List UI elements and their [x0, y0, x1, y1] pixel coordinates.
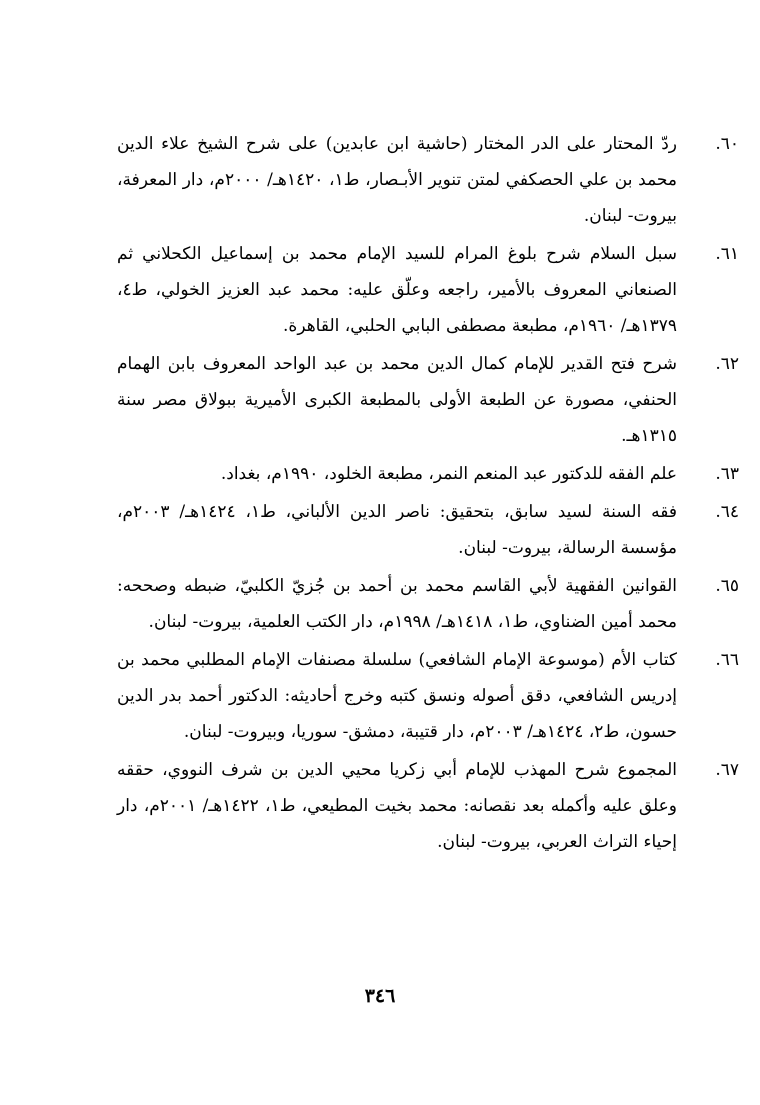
- reference-number: ٦٦.: [715, 650, 739, 670]
- reference-text: علم الفقه للدكتور عبد المنعم النمر، مطبعة الخلود، ١٩٩٠م، بغداد.: [220, 464, 677, 484]
- reference-item: [117, 126, 739, 234]
- reference-number: ٦٥.: [715, 576, 739, 596]
- reference-list: [117, 126, 739, 862]
- reference-number: ٦٤.: [715, 502, 739, 522]
- reference-text: القوانين الفقهية لأبي القاسم محمد بن أحمد بن جُزيّ الكلبيّ، ضبطه وصححه: محمد أمين الضناوي، ط١، ١٤١٨هـ/ ١٩٩٨م، دار الكتب العلمية، بيروت- لبنان.: [117, 576, 677, 632]
- reference-item: [117, 346, 739, 454]
- reference-item: [117, 752, 739, 860]
- reference-item: [117, 236, 739, 344]
- reference-number: ٦٠.: [715, 134, 739, 154]
- reference-item: [117, 494, 739, 566]
- page-number: ٣٤٦: [364, 985, 396, 1007]
- reference-text: شرح فتح القدير للإمام كمال الدين محمد بن عبد الواحد المعروف بابن الهمام الحنفي، مصورة عن الطبعة الأولى بالمطبعة الكبرى الأميرية ببولاق مصر سنة ١٣١٥هـ.: [117, 354, 677, 446]
- reference-text: كتاب الأم (موسوعة الإمام الشافعي) سلسلة مصنفات الإمام المطلبي محمد بن إدريس الشافعي، دقق أصوله ونسق كتبه وخرج أحاديثه: الدكتور أحمد بدر الدين حسون، ط٢، ١٤٢٤هـ/ ٢٠٠٣م، دار قتيبة، دمشق- سوريا، وبيروت- لبنان.: [117, 650, 677, 742]
- reference-text: سبل السلام شرح بلوغ المرام للسيد الإمام محمد بن إسماعيل الكحلاني ثم الصنعاني المعروف بالأمير، راجعه وعلّق عليه: محمد عبد العزيز الخولي، ط٤، ١٣٧٩هـ/ ١٩٦٠م، مطبعة مصطفى البابي الحلبي، القاهرة.: [117, 244, 677, 336]
- reference-item: [117, 456, 739, 492]
- reference-number: ٦٢.: [715, 354, 739, 374]
- reference-number: ٦١.: [715, 244, 739, 264]
- reference-text: ردّ المحتار على الدر المختار (حاشية ابن عابدين) على شرح الشيخ علاء الدين محمد بن علي الحصكفي لمتن تنوير الأبـصار، ط١، ١٤٢٠هـ/ ٢٠٠٠م، دار المعرفة، بيروت- لبنان.: [117, 134, 677, 226]
- reference-text: المجموع شرح المهذب للإمام أبي زكريا محيي الدين بن شرف النووي، حققه وعلق عليه وأكمله بعد نقصانه: محمد بخيت المطيعي، ط١، ١٤٢٢هـ/ ٢٠٠١م، دار إحياء التراث العربي، بيروت- لبنان.: [117, 760, 678, 852]
- reference-item: [117, 642, 739, 750]
- reference-text: فقه السنة لسيد سابق، بتحقيق: ناصر الدين الألباني، ط١، ١٤٢٤هـ/ ٢٠٠٣م، مؤسسة الرسالة، بيروت- لبنان.: [117, 502, 677, 558]
- reference-item: [117, 568, 739, 640]
- reference-number: ٦٧.: [715, 760, 739, 780]
- reference-number: ٦٣.: [715, 464, 739, 484]
